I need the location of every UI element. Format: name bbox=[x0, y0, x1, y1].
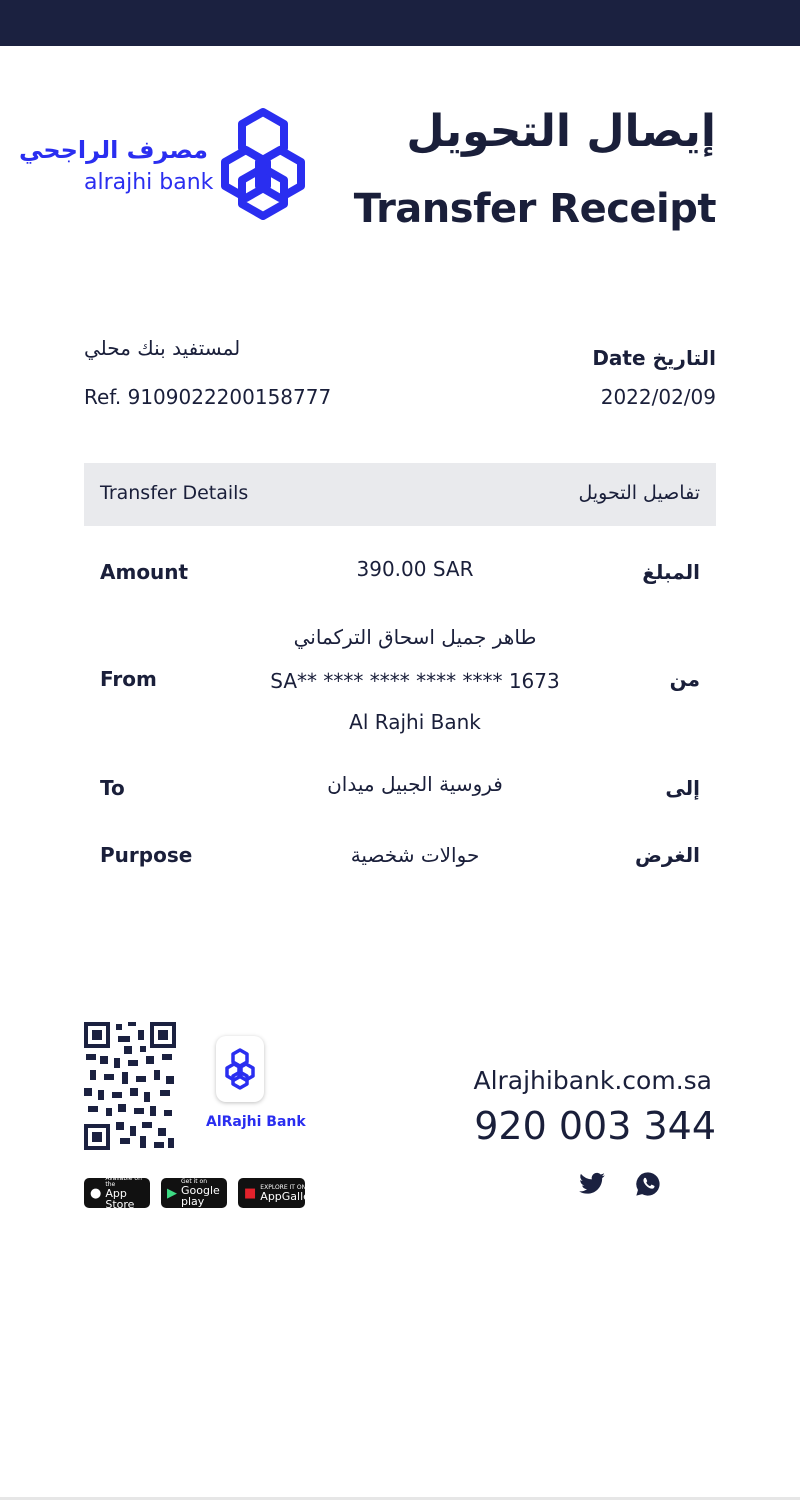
amount-label: Amount bbox=[100, 560, 189, 584]
purpose-value: حوالات شخصية bbox=[350, 843, 480, 867]
beneficiary-type: لمستفيد بنك محلي bbox=[84, 336, 241, 360]
store-small-text: Get it on bbox=[181, 1178, 208, 1185]
purpose-label: Purpose bbox=[100, 843, 193, 867]
website-link[interactable]: Alrajhibank.com.sa bbox=[473, 1066, 712, 1095]
title-arabic: إيصال التحويل bbox=[406, 106, 716, 157]
from-name: طاهر جميل اسحاق التركماني bbox=[293, 625, 537, 649]
app-icon[interactable] bbox=[216, 1036, 264, 1102]
from-label: From bbox=[100, 667, 157, 691]
app-store-badge[interactable] bbox=[84, 1175, 150, 1211]
logo-mark-icon bbox=[220, 106, 306, 220]
logo-text-ar: مصرف الراجحي bbox=[19, 136, 208, 164]
app-gallery-badge[interactable] bbox=[238, 1178, 321, 1208]
to-value: فروسية الجبيل ميدان bbox=[327, 772, 503, 796]
google-play-badge[interactable] bbox=[161, 1178, 227, 1208]
store-big-text: Google play bbox=[181, 1184, 220, 1208]
top-bar bbox=[0, 0, 800, 46]
to-label: To bbox=[100, 776, 125, 800]
qr-code[interactable] bbox=[84, 1022, 176, 1150]
from-bank: Al Rajhi Bank bbox=[349, 710, 481, 734]
amount-label-ar: المبلغ bbox=[642, 560, 700, 584]
from-iban: SA** **** **** **** **** 1673 bbox=[270, 669, 560, 693]
date-value: 2022/02/09 bbox=[600, 385, 716, 409]
store-small-text: EXPLORE IT ON bbox=[260, 1183, 307, 1191]
twitter-icon[interactable] bbox=[578, 1170, 606, 1198]
google-play-icon: ▶ bbox=[167, 1185, 177, 1201]
apple-icon: ● bbox=[90, 1185, 102, 1201]
phone-number[interactable]: 920 003 344 bbox=[474, 1104, 716, 1148]
logo-text-en: alrajhi bank bbox=[84, 170, 214, 195]
purpose-label-ar: الغرض bbox=[635, 843, 700, 867]
from-label-ar: من bbox=[669, 667, 700, 691]
details-heading-ar: تفاصيل التحويل bbox=[578, 482, 700, 504]
title-english: Transfer Receipt bbox=[353, 186, 716, 232]
whatsapp-icon[interactable] bbox=[634, 1170, 662, 1198]
alrajhi-logo bbox=[19, 106, 306, 220]
store-big-text: AppGallery bbox=[260, 1189, 321, 1203]
transfer-details-header bbox=[84, 463, 716, 526]
store-small-text: Available on the bbox=[105, 1175, 142, 1188]
details-heading-en: Transfer Details bbox=[100, 482, 249, 504]
amount-value: 390.00 SAR bbox=[356, 557, 474, 581]
to-label-ar: إلى bbox=[665, 776, 700, 800]
alrajhi-app-logo-icon bbox=[216, 1036, 264, 1102]
app-name-label: AlRajhi Bank bbox=[206, 1114, 306, 1130]
huawei-icon: ■ bbox=[244, 1185, 257, 1201]
date-label: التاريخ Date bbox=[592, 346, 716, 370]
store-big-text: App Store bbox=[105, 1187, 135, 1211]
reference-number: Ref. 9109022200158777 bbox=[84, 385, 332, 409]
